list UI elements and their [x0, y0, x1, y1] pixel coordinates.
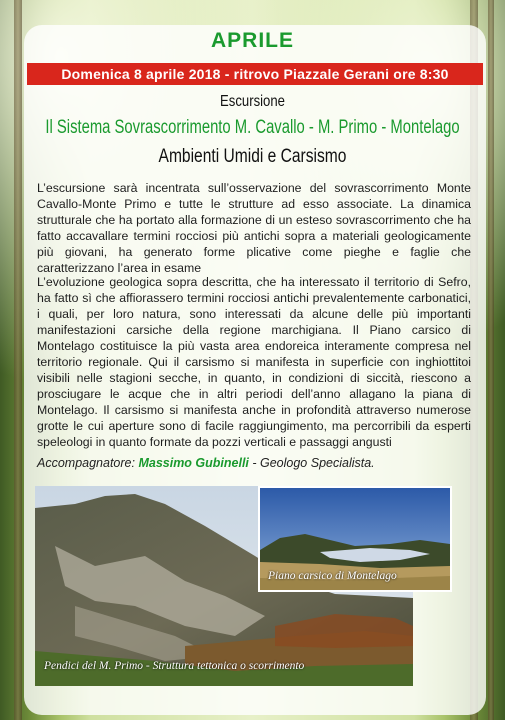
event-subtitle: Ambienti Umidi e Carsismo [158, 146, 347, 167]
date-banner: Domenica 8 aprile 2018 - ritrovo Piazzale Gerani ore 8:30 [27, 63, 483, 85]
event-type: Escursione [220, 93, 285, 110]
mountain-photo-caption: Pendici del M. Primo - Struttura tettonica o scorrimento [44, 660, 305, 672]
description-paragraph-1: L’escursione sarà incentrata sull’osservazione del sovrascorrimento Monte Cavallo-Monte Primo e tutte le strutture ad esso associate. La dinamica strutturale che ha portato alla formazione di un esteso sovrascorrimento che ha fatto accavallare termini rocciosi più antichi sopra a materiali geologicamente più giovani, ha generato forme plicative come pieghe e faglie che caratterizzano l’area in esame [37, 181, 471, 275]
month-heading: APRILE [210, 29, 294, 52]
guide-role: - Geologo Specialista. [248, 456, 375, 470]
guide-name: Massimo Gubinelli [138, 456, 249, 470]
lake-photo-caption: Piano carsico di Montelago [268, 570, 397, 582]
guide-label: Accompagnatore: [37, 456, 139, 470]
guide-line [37, 456, 477, 470]
event-title: Il Sistema Sovrascorrimento M. Cavallo - M. Primo - Montelago [45, 117, 460, 138]
description-paragraph-2: L’evoluzione geologica sopra descritta, che ha interessato il territorio di Sefro, ha fatto sì che affiorassero termini rocciosi antichi prevalentemente carbonatici, i quali, per loro natura, sono interessati da alcune delle più importanti manifestazioni carsiche della regione marchigiana. Il Piano carsico di Montelago costituisce la più vasta area endoreica interamente compresa nel territorio regionale. Qui il carsismo si manifesta in superficie con inghiottitoi visibili nelle stagioni secche, in quanto, in condizioni di siccità, riescono a prosciugare le acque che in altri periodi dell’anno allagano la piana di Montelago. Il carsismo si manifesta anche in profondità attraverso numerose grotte le cui aperture sono di facile raggiungimento, ma percorribili da esperti speleologi in quanto formate da pozzi verticali e passaggi angusti [37, 275, 471, 449]
